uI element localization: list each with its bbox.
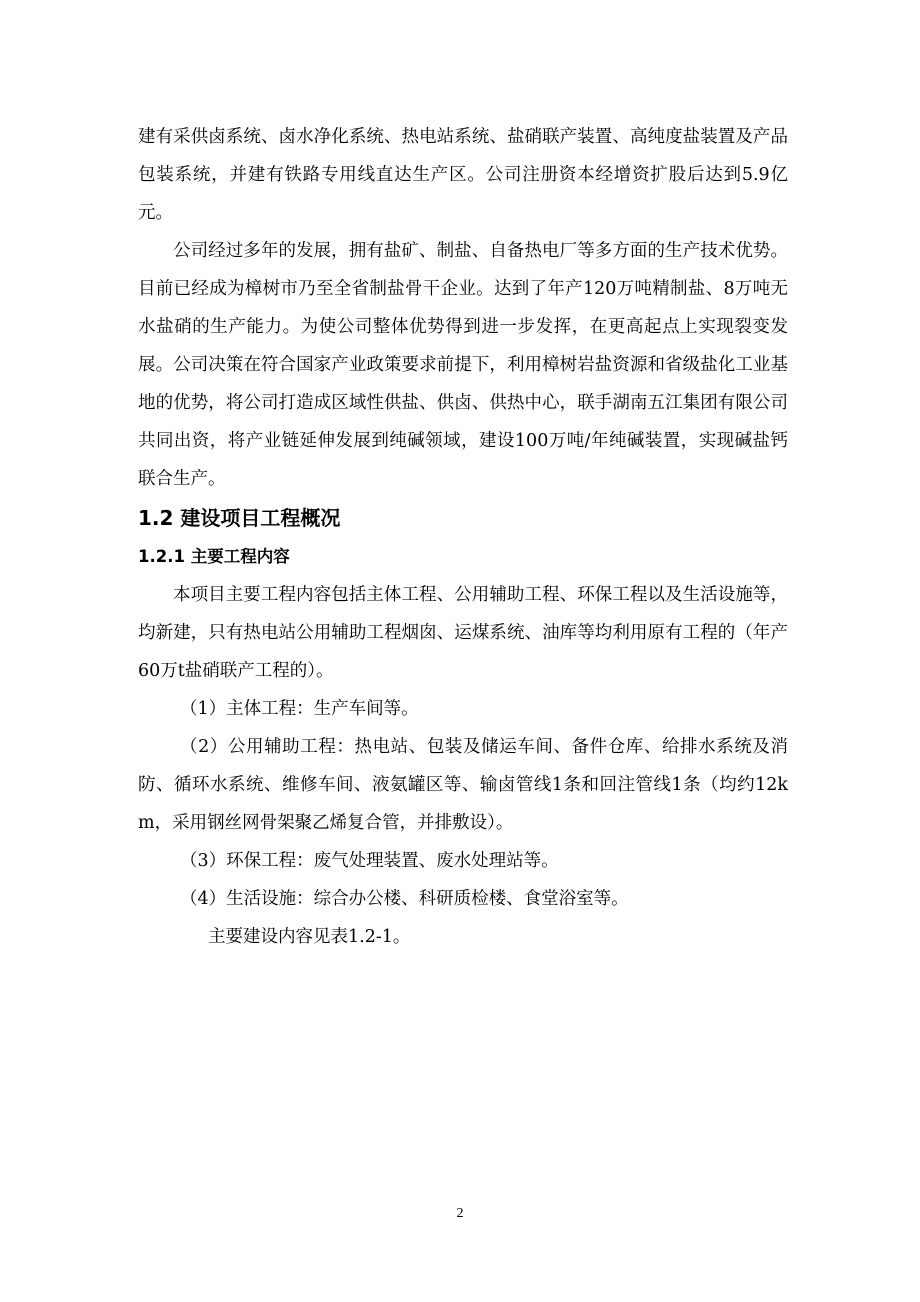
subsection-heading: 1.2.1 主要工程内容 xyxy=(138,547,290,566)
section-heading: 1.2 建设项目工程概况 xyxy=(138,506,341,530)
paragraph-project-content: 本项目主要工程内容包括主体工程、公用辅助工程、环保工程以及生活设施等，均新建，只有热电站公用辅助工程烟囱、运煤系统、油库等均利用原有工程的（年产60万t盐硝联产工程的）。 xyxy=(138,585,788,681)
paragraph-company-development: 公司经过多年的发展，拥有盐矿、制盐、自备热电厂等多方面的生产技术优势。目前已经成为樟树市乃至全省制盐骨干企业。达到了年产120万吨精制盐、8万吨无水盐硝的生产能力。为使公司整体优势得到进一步发挥，在更高起点上实现裂变发展。公司决策在符合国家产业政策要求前提下，利用樟树岩盐资源和省级盐化工业基地的优势，将公司打造成区域性供盐、供卤、供热中心，联手湖南五江集团有限公司共同出资，将产业链延伸发展到纯碱领域，建设100万吨/年纯碱装置，实现碱盐钙联合生产。 xyxy=(138,241,788,489)
list-item-auxiliary-works: （2）公用辅助工程：热电站、包装及储运车间、备件仓库、给排水系统及消防、循环水系统、维修车间、液氨罐区等、输卤管线1条和回注管线1条（均约12km，采用钢丝网骨架聚乙烯复合管，并排敷设）。 xyxy=(138,737,788,833)
table-reference: 主要建设内容见表1.2-1。 xyxy=(208,927,411,947)
list-item-environmental-works: （3）环保工程：废气处理装置、废水处理站等。 xyxy=(180,851,559,871)
page-number: 2 xyxy=(456,1206,464,1221)
list-item-living-facilities: （4）生活设施：综合办公楼、科研质检楼、食堂浴室等。 xyxy=(180,889,629,909)
document-page xyxy=(138,118,788,956)
paragraph-company-facilities: 建有采供卤系统、卤水净化系统、热电站系统、盐硝联产装置、高纯度盐装置及产品包装系统，并建有铁路专用线直达生产区。公司注册资本经增资扩股后达到5.9亿元。 xyxy=(138,127,788,223)
list-item-main-works: （1）主体工程：生产车间等。 xyxy=(180,699,419,719)
